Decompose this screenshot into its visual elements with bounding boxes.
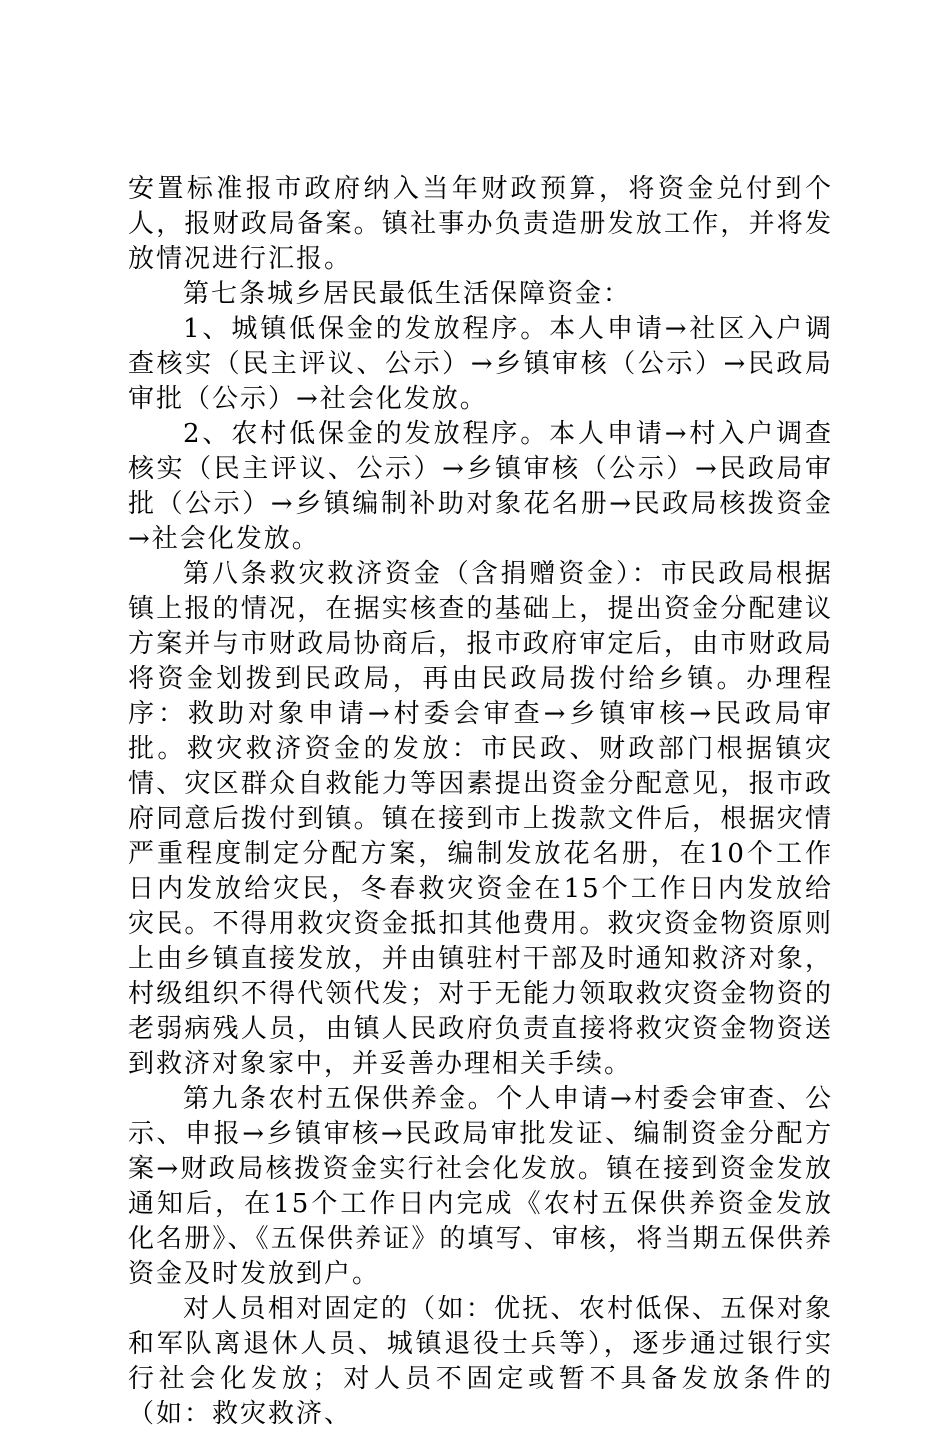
paragraph-article-7-heading: 第七条城乡居民最低生活保障资金：: [183, 279, 632, 309]
paragraph-rural-allowance: 2、农村低保金的发放程序。本人申请→村入户调查核实（民主评议、公示）→乡镇审核（公示）→民政局审批（公示）→乡镇编制补助对象花名册→民政局核拨资金→社会化发放。: [128, 419, 833, 554]
paragraph-distribution-method: 对人员相对固定的（如：优抚、农村低保、五保对象和军队离退休人员、城镇退役士兵等），逐步通过银行实行社会化发放；对人员不固定或暂不具备发放条件的（如：救灾救济、: [128, 1294, 833, 1429]
paragraph-continuation: 安置标准报市政府纳入当年财政预算，将资金兑付到个人，报财政局备案。镇社事办负责造册发放工作，并将发放情况进行汇报。: [128, 174, 833, 274]
paragraph-urban-allowance: 1、城镇低保金的发放程序。本人申请→社区入户调查核实（民主评议、公示）→乡镇审核（公示）→民政局审批（公示）→社会化发放。: [128, 314, 833, 414]
paragraph-article-8: 第八条救灾救济资金（含捐赠资金）：市民政局根据镇上报的情况，在据实核查的基础上，提出资金分配建议方案并与市财政局协商后，报市政府审定后，由市财政局将资金划拨到民政局，再由民政局拨付给乡镇。办理程序：救助对象申请→村委会审查→乡镇审核→民政局审批。救灾救济资金的发放：市民政、财政部门根据镇灾情、灾区群众自救能力等因素提出资金分配意见，报市政府同意后拨付到镇。镇在接到市上拨款文件后，根据灾情严重程度制定分配方案，编制发放花名册，在10个工作日内发放给灾民，冬春救灾资金在15个工作日内发放给灾民。不得用救灾资金抵扣其他费用。救灾资金物资原则上由乡镇直接发放，并由镇驻村干部及时通知救济对象，村级组织不得代领代发；对于无能力领取救灾资金物资的老弱病残人员，由镇人民政府负责直接将救灾资金物资送到救济对象家中，并妥善办理相关手续。: [128, 559, 833, 1079]
document-page: [128, 172, 833, 1432]
paragraph-article-9: 第九条农村五保供养金。个人申请→村委会审查、公示、申报→乡镇审核→民政局审批发证、编制资金分配方案→财政局核拨资金实行社会化发放。镇在接到资金发放通知后，在15个工作日内完成《农村五保供养资金发放化名册》、《五保供养证》的填写、审核，将当期五保供养资金及时发放到户。: [128, 1084, 833, 1289]
